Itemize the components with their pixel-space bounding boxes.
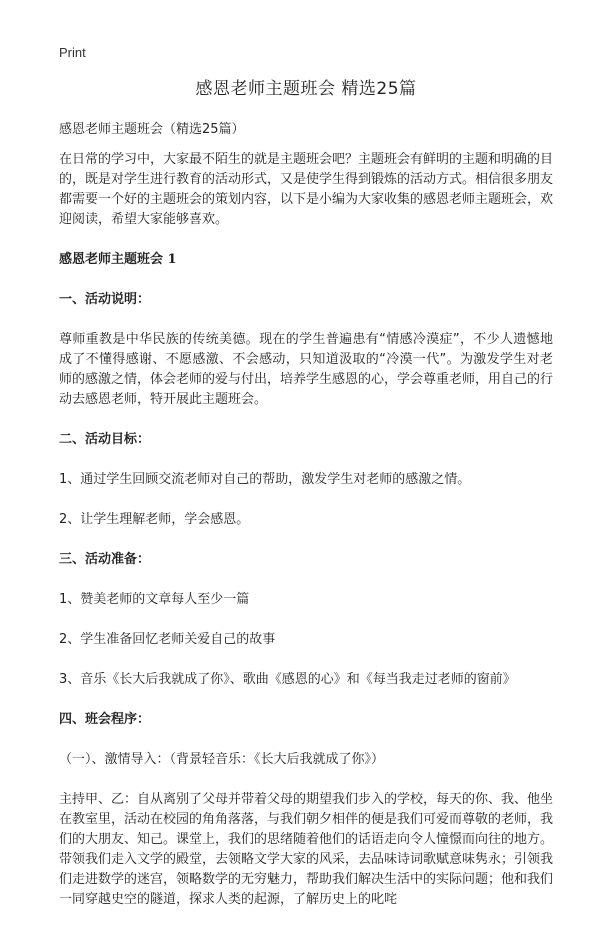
procedure-step-1: （一）、激情导入：（背景轻音乐：《长大后我就成了你》）: [59, 752, 385, 767]
activity-description-paragraph: 尊师重教是中华民族的传统美德。现在的学生普遍患有“情感冷漠症”，不少人遗憾地成了不懂得感谢、不愿感激、不会感动，只知道汲取的“冷漠一代”。为激发学生对老师的感激之情，体会老师的爱与付出，培养学生感恩的心，学会尊重老师，用自己的行动去感恩老师，特开展此主题班会。: [59, 332, 554, 407]
heading-activity-preparation: 三、活动准备：: [59, 552, 151, 567]
document-body: [59, 150, 553, 930]
section-title: 感恩老师主题班会 1: [59, 252, 177, 267]
print-link[interactable]: Print: [59, 45, 86, 60]
heading-activity-description: 一、活动说明：: [59, 292, 151, 307]
page-title: 感恩老师主题班会 精选25篇: [195, 79, 417, 99]
heading-class-procedure: 四、班会程序：: [59, 712, 151, 727]
subtitle: 感恩老师主题班会（精选25篇）: [59, 122, 245, 137]
goal-item-2: 2、让学生理解老师，学会感恩。: [59, 512, 250, 527]
goal-item-1: 1、通过学生回顾交流老师对自己的帮助，激发学生对老师的感激之情。: [59, 472, 471, 487]
prep-item-2: 2、学生准备回忆老师关爱自己的故事: [59, 632, 276, 647]
intro-paragraph: 在日常的学习中，大家最不陌生的就是主题班会吧？主题班会有鲜明的主题和明确的目的，既是对学生进行教育的活动形式，又是使学生得到锻炼的活动方式。相信很多朋友都需要一个好的主题班会的策划内容，以下是小编为大家收集的感恩老师主题班会，欢迎阅读，希望大家能够喜欢。: [59, 152, 554, 227]
prep-item-1: 1、赞美老师的文章每人至少一篇: [59, 592, 250, 607]
prep-item-3: 3、音乐《长大后我就成了你》、歌曲《感恩的心》和《每当我走过老师的窗前》: [59, 672, 516, 687]
host-dialogue-paragraph: 主持甲、乙：自从离别了父母并带着父母的期望我们步入的学校，每天的你、我、他坐在教室里，活动在校园的角角落落，与我们朝夕相伴的便是我们可爱而尊敬的老师，我们的大朋友、知己。课堂上，我们的思绪随着他们的话语走向令人憧憬而向往的地方。带领我们走入文学的殿堂，去领略文学大家的风采，去品味诗词歌赋意味隽永；引领我们走进数学的迷宫，领略数学的无穷魅力，帮助我们解决生活中的实际问题；他和我们一同穿越史空的隧道，探求人类的起源，了解历史上的叱咤: [59, 792, 554, 907]
heading-activity-goals: 二、活动目标：: [59, 432, 151, 447]
